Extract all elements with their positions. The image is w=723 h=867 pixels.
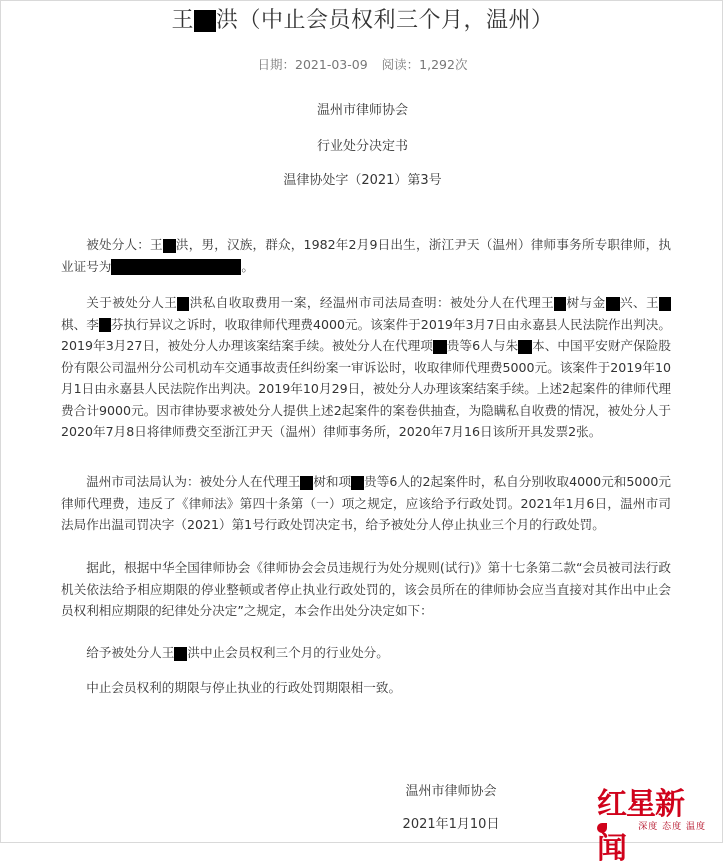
text-run: 关于被处分人王 xyxy=(86,295,178,310)
text-run: 树与金 xyxy=(566,295,606,310)
redaction-block xyxy=(99,318,111,332)
redaction-block xyxy=(300,476,313,490)
doc-type: 行业处分决定书 xyxy=(316,139,408,154)
text-run: 棋、李 xyxy=(61,316,99,332)
title-text-start: 王 xyxy=(171,8,194,33)
redaction-block xyxy=(351,476,364,490)
text-run: 芬执行异议之诉时，收取律师代理费4000元。该案件于2019年3月7日由永嘉县人民法院作出判决。2019年3月27日，被处分人办理该案结案手续。被处分人在代理项 xyxy=(61,316,671,353)
text-run: 兴、王 xyxy=(619,295,660,310)
redaction-block xyxy=(111,259,241,275)
text-run: 洪中止会员权利三个月的行业处分。 xyxy=(187,645,389,660)
text-run: 温州市司法局认为：被处分人在代理王 xyxy=(86,474,301,489)
signature-org: 温州市律师协会 xyxy=(405,784,497,799)
paragraph-respondent xyxy=(61,234,671,277)
redaction-block xyxy=(163,239,176,253)
text-run: 洪，男，汉族，群众，1982年2月9日出生，浙江尹天（温州）律师事务所专职律师，执业证号为 xyxy=(61,237,672,274)
publish-date: 日期：2021-03-09 xyxy=(257,57,368,72)
redaction-block xyxy=(518,340,532,354)
signature-date: 2021年1月10日 xyxy=(402,817,500,832)
watermark-slogan: 深度 态度 温度 xyxy=(638,822,706,832)
watermark-brand-text: 红星新闻 xyxy=(597,787,684,866)
paragraph-bureau-finding xyxy=(61,471,671,536)
text-run: 贵等6人的2起案件时，私自分别收取4000元和5000元律师代理费，违反了《律师法》第四十条第（一）项之规定，应该给予行政处罚。2021年1月6日，温州市司法局作出温司罚决字（2021）第1号行政处罚决定书，给予被处分人停止执业三个月的行政处罚。 xyxy=(61,474,671,532)
text-run: 。 xyxy=(241,258,254,274)
redaction-block xyxy=(659,297,671,311)
text-run: 给予被处分人王 xyxy=(86,645,175,660)
read-count: 阅读：1,292次 xyxy=(381,57,468,72)
text-run: 树和项 xyxy=(313,474,352,489)
article-title xyxy=(1,3,723,34)
paragraph-term: 中止会员权利的期限与停止执业的行政处罚期限相一致。 xyxy=(86,680,402,695)
redaction-block xyxy=(174,647,187,661)
redaction-block xyxy=(606,297,620,311)
brand-watermark xyxy=(597,779,712,866)
text-run: 本、中国平安财产保险股份有限公司温州分公司机动车交通事故责任纠纷案一审诉讼时，收取律师代理费5000元。该案件于2019年10月1日由永嘉县人民法院作出判决。2019年10月29日，被处分人办理该案结案手续。上述2起案件的律师代理费合计9000元。因市律协要求被处分人提供上述2起案件的案卷供抽查，为隐瞒私自收费的情况，被处分人于2020年7月8日将律师费交至浙江尹天（温州）律师事务所，2020年7月16日该所开具发票2张。 xyxy=(61,338,671,439)
redaction-block xyxy=(194,10,216,32)
redaction-block xyxy=(554,297,566,311)
paragraph-facts xyxy=(61,292,671,443)
text-run: 贵等6人与朱 xyxy=(446,338,519,353)
article-meta xyxy=(1,55,723,73)
doc-number: 温律协处字（2021）第3号 xyxy=(283,173,442,188)
title-text-end: 洪（中止会员权利三个月，温州） xyxy=(216,8,554,33)
issuing-org: 温州市律师协会 xyxy=(316,103,408,118)
paragraph-legal-basis: 据此，根据中华全国律师协会《律师协会会员违规行为处分规则(试行)》第十七条第二款“会员被司法行政机关依法给予相应期限的停业整顿或者停止执业行政处罚的，该会员所在的律师协会应当直接对其作出中止会员权利相应期限的纪律处分决定”之规定，本会作出处分决定如下： xyxy=(61,560,671,618)
text-run: 被处分人：王 xyxy=(86,237,163,252)
text-run: 洪私自收取费用一案，经温州市司法局查明：被处分人在代理王 xyxy=(189,295,555,310)
redaction-block xyxy=(433,340,447,354)
redaction-block xyxy=(177,297,189,311)
paragraph-decision xyxy=(61,642,671,664)
